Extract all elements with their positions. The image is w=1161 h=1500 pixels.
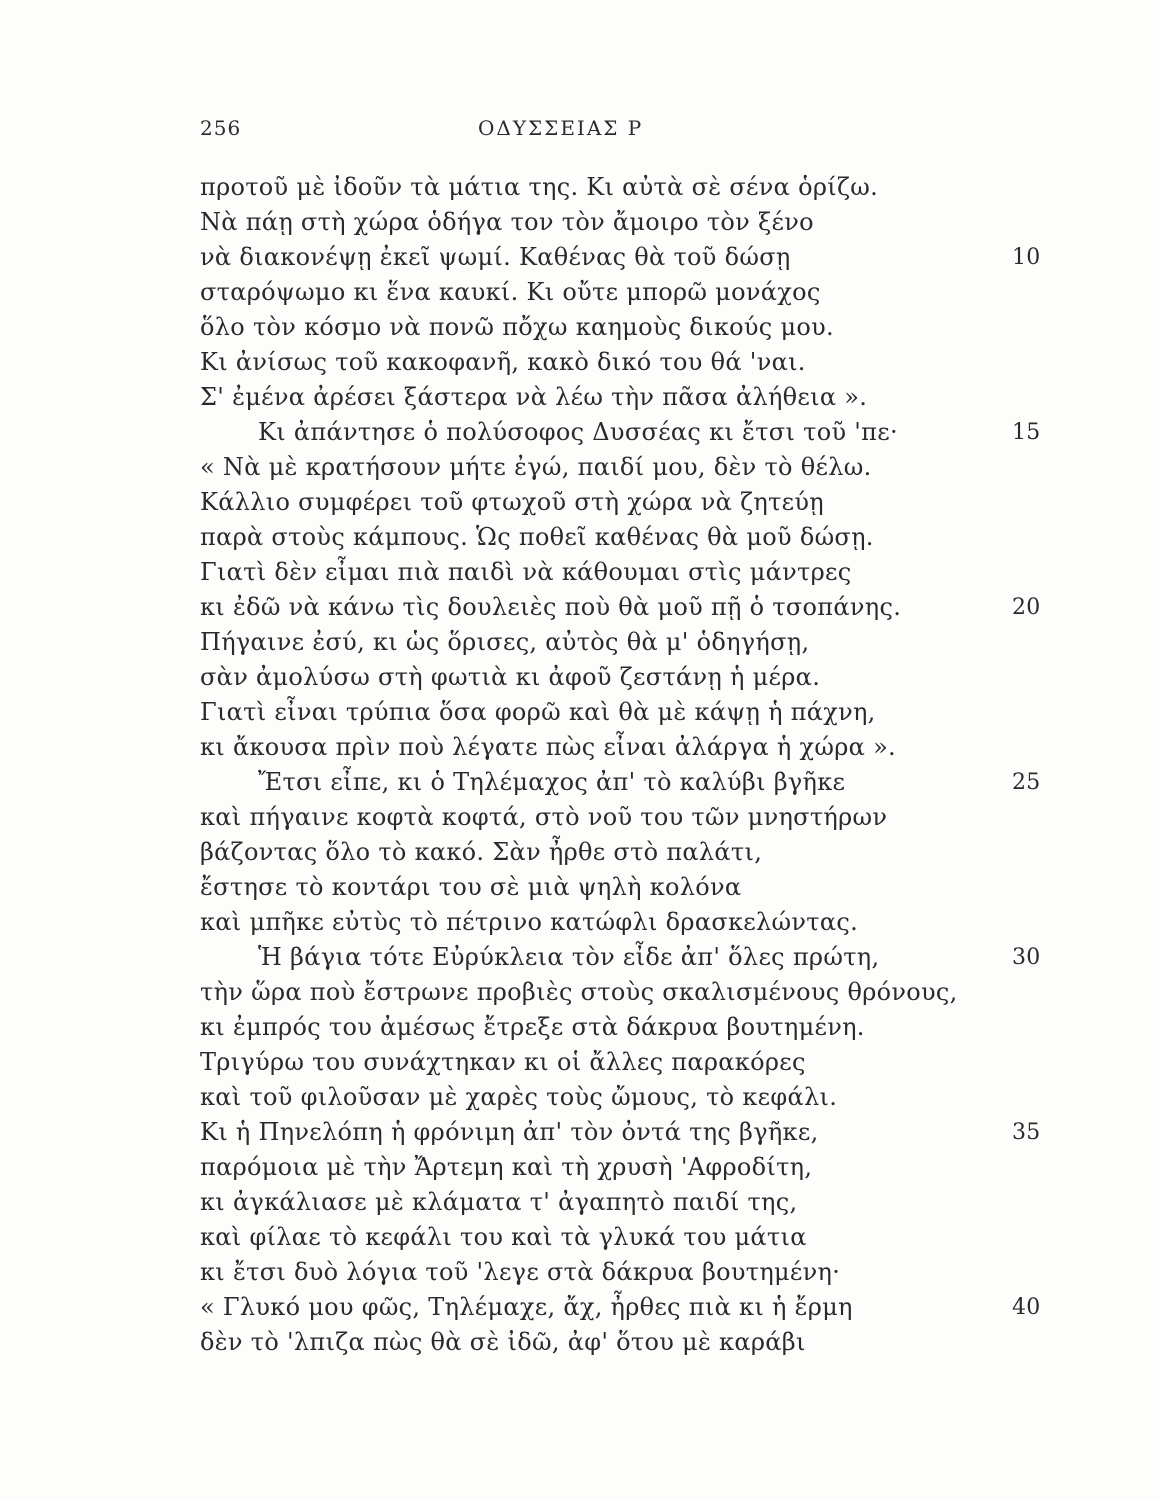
verse-line [200,205,1000,240]
verse-text: κι ἐδῶ νὰ κάνω τὶς δουλειὲς ποὺ θὰ μοῦ πῇ ὁ τσοπάνης. [200,593,902,621]
verse-line [200,1185,1000,1220]
verse-text: Ἡ βάγια τότε Εὐρύκλεια τὸν εἶδε ἀπ' ὅλες πρώτη, [258,943,880,971]
line-number: 10 [1012,245,1041,270]
verse-text: κι ἐμπρός του ἀμέσως ἔτρεξε στὰ δάκρυα βουτημένη. [200,1013,865,1041]
verse-text: Ἔτσι εἶπε, κι ὁ Τηλέμαχος ἀπ' τὸ καλύβι βγῆκε [258,768,846,796]
verse-line [200,450,1000,485]
verse-line [200,345,1000,380]
verse-line [200,310,1000,345]
verse-line [200,940,1041,975]
verse-line [200,800,1000,835]
verse-line [200,170,1000,205]
verse-line [200,975,1000,1010]
verse-line [200,415,1041,450]
verse-line [200,520,1000,555]
verse-text: καὶ φίλαε τὸ κεφάλι του καὶ τὰ γλυκά του μάτια [200,1223,807,1251]
running-title: ΟΔΥΣΣΕΙΑΣ Ρ [478,116,644,140]
line-number: 30 [1012,945,1041,970]
verse-line [200,275,1000,310]
line-number: 20 [1012,595,1041,620]
page-number: 256 [200,116,242,140]
verse-text: νὰ διακονέψῃ ἐκεῖ ψωμί. Καθένας θὰ τοῦ δώσῃ [200,243,791,271]
verse-line [200,1255,1000,1290]
verse-text: « Γλυκό μου φῶς, Τηλέμαχε, ἄχ, ἦρθες πιὰ κι ἡ ἔρμη [200,1293,853,1321]
verse-text: δὲν τὸ 'λπιζα πὼς θὰ σὲ ἰδῶ, ἀφ' ὅτου μὲ καράβι [200,1328,806,1356]
verse-text: βάζοντας ὅλο τὸ κακό. Σὰν ἦρθε στὸ παλάτι, [200,838,763,866]
line-number: 40 [1012,1295,1041,1320]
verse-text: καὶ μπῆκε εὐτὺς τὸ πέτρινο κατώφλι δρασκελώντας. [200,908,859,936]
verse-text: τὴν ὥρα ποὺ ἔστρωνε προβιὲς στοὺς σκαλισμένους θρόνους, [200,978,958,1006]
line-number: 15 [1012,420,1041,445]
verse-text: κι ἔτσι δυὸ λόγια τοῦ 'λεγε στὰ δάκρυα βουτημένη· [200,1258,841,1286]
verse-text: σταρόψωμο κι ἕνα καυκί. Κι οὔτε μπορῶ μονάχος [200,278,821,306]
verse-text: « Νὰ μὲ κρατήσουν μήτε ἐγώ, παιδί μου, δὲν τὸ θέλω. [200,453,872,481]
verse-line [200,835,1000,870]
verse-text: προτοῦ μὲ ἰδοῦν τὰ μάτια της. Κι αὐτὰ σὲ σένα ὁρίζω. [200,173,879,201]
verse-text: κι ἀγκάλιασε μὲ κλάματα τ' ἀγαπητὸ παιδί της, [200,1188,798,1216]
verse-text: Σ' ἐμένα ἀρέσει ξάστερα νὰ λέω τὴν πᾶσα ἀλήθεια ». [200,383,868,411]
verse-line [200,1290,1041,1325]
verse-line [200,380,1000,415]
verse-line [200,1080,1000,1115]
verse-text: Κάλλιο συμφέρει τοῦ φτωχοῦ στὴ χώρα νὰ ζητεύῃ [200,488,824,516]
verse-text: Τριγύρω του συνάχτηκαν κι οἱ ἄλλες παρακόρες [200,1048,806,1076]
verse-text: καὶ πήγαινε κοφτὰ κοφτά, στὸ νοῦ του τῶν μνηστήρων [200,803,888,831]
poem-text-block [200,170,1041,1360]
verse-line [200,765,1041,800]
verse-line [200,240,1041,275]
verse-line [200,1325,1000,1360]
verse-line [200,695,1000,730]
verse-line [200,590,1041,625]
verse-line [200,1115,1041,1150]
verse-text: ὅλο τὸν κόσμο νὰ πονῶ πὄχω καημοὺς δικούς μου. [200,313,834,341]
verse-line [200,660,1000,695]
verse-text: Γιατὶ δὲν εἶμαι πιὰ παιδὶ νὰ κάθουμαι στὶς μάντρες [200,558,852,586]
verse-line [200,485,1000,520]
verse-text: Πήγαινε ἐσύ, κι ὡς ὅρισες, αὐτὸς θὰ μ' ὁδηγήσῃ, [200,628,810,656]
verse-text: Κι ἡ Πηνελόπη ἡ φρόνιμη ἀπ' τὸν ὀντά της βγῆκε, [200,1118,819,1146]
verse-line [200,1220,1000,1255]
verse-line [200,1150,1000,1185]
verse-line [200,625,1000,660]
verse-text: κι ἄκουσα πρὶν ποὺ λέγατε πὼς εἶναι ἀλάργα ἡ χώρα ». [200,733,896,761]
verse-text: Κι ἀπάντησε ὁ πολύσοφος Δυσσέας κι ἔτσι τοῦ 'πε· [258,418,898,446]
verse-text: καὶ τοῦ φιλοῦσαν μὲ χαρὲς τοὺς ὤμους, τὸ κεφάλι. [200,1083,838,1111]
verse-text: Νὰ πάῃ στὴ χώρα ὁδήγα τον τὸν ἄμοιρο τὸν ξένο [200,208,814,236]
verse-line [200,555,1000,590]
verse-text: παρόμοια μὲ τὴν Ἄρτεμη καὶ τὴ χρυσὴ 'Αφροδίτη, [200,1153,813,1181]
verse-text: Κι ἀνίσως τοῦ κακοφανῆ, κακὸ δικό του θά 'ναι. [200,348,806,376]
verse-line [200,730,1000,765]
verse-line [200,905,1000,940]
verse-text: Γιατὶ εἶναι τρύπια ὅσα φορῶ καὶ θὰ μὲ κάψῃ ἡ πάχνη, [200,698,876,726]
line-number: 25 [1012,770,1041,795]
verse-line [200,1010,1000,1045]
verse-line [200,1045,1000,1080]
verse-text: παρὰ στοὺς κάμπους. Ὡς ποθεῖ καθένας θὰ μοῦ δώσῃ. [200,523,874,551]
verse-text: σὰν ἀμολύσω στὴ φωτιὰ κι ἀφοῦ ζεστάνῃ ἡ μέρα. [200,663,821,691]
verse-text: ἔστησε τὸ κοντάρι του σὲ μιὰ ψηλὴ κολόνα [200,873,742,901]
line-number: 35 [1012,1120,1041,1145]
verse-line [200,870,1000,905]
